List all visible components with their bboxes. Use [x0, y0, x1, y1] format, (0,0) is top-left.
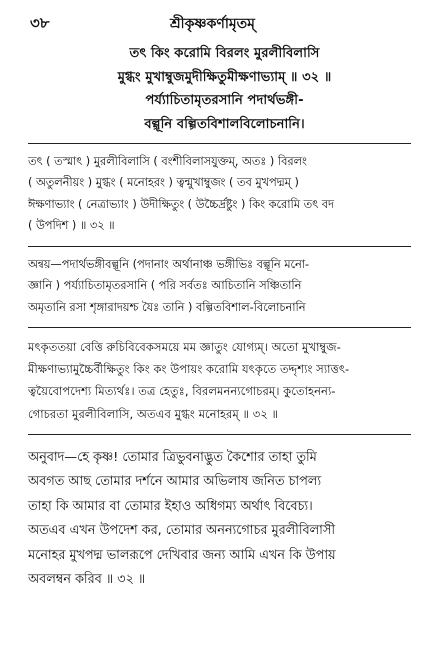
page-number: ৩৮ [30, 14, 50, 32]
section-divider [28, 143, 411, 144]
section-divider [28, 327, 411, 328]
translation-line: অবগত আছ তোমার দর্শনে আমার অভিলাষ জনিত চাপল্য [28, 474, 322, 490]
verse-line: পর্য্যাচিতামৃতরসানি পদার্থভঙ্গী- [145, 93, 304, 108]
page-header [30, 12, 395, 32]
commentary-line: ঈক্ষণাভ্যাং ( নেত্রাভ্যাং ) উদীক্ষিতুং ( উচ্চৈর্দ্রষ্টুং ) কিং করোমি তৎ বদ [28, 197, 334, 211]
sanskrit-line: গোচরতা মুরলীবিলাসি, অতএব মুগ্ধং মনোহরম্ ॥ ৩২ ॥ [28, 406, 279, 421]
verse-line: মুগ্ধং মুখাম্বুজমুদীক্ষিতুমীক্ষণাভ্যাম্ ॥ ৩২ ॥ [117, 69, 332, 85]
anvaya-line: জ্ঞানি ) পর্য্যাচিতামৃতরসানি ( পরি সর্বতঃ আচিতানি সঞ্চিতানি [28, 279, 302, 293]
sanskrit-commentary-block [28, 336, 405, 425]
sanskrit-line: ত্বয়ৈবোপদেশ্য মিত্যর্থঃ। তত্র হেতুঃ, বিরলমনন্যগোচরম্। কুতোহনন্য- [28, 384, 336, 399]
translation-line: মনোহর মুখপদ্ম ভালরূপে দেখিবার জন্য আমি এখন কি উপায় [28, 547, 336, 563]
section-divider [28, 246, 411, 247]
commentary-line: তৎ ( তস্মাৎ ) মুরলীবিলাসি ( বংশীবিলাসযুক্তম্, অতঃ ) বিরলং [28, 155, 307, 168]
anvaya-line: অন্বয়—পদার্থভঙ্গীবল্গূনি (পদানাং অর্থানাঞ্চ ভঙ্গীভিঃ বল্গূনি মনো- [28, 258, 310, 271]
translation-line: অবলম্বন করিব ॥ ৩২ ॥ [28, 572, 146, 588]
section-divider [28, 434, 411, 435]
translation-line: তাহা কি আমার বা তোমার ইহাও অধিগম্য অর্থাৎ বিবেচ্য। [28, 498, 313, 514]
commentary-line: ( অতুলনীয়ং ) মুগ্ধং ( মনোহরং ) ত্বন্মুখাম্বুজং ( তব মুখপদ্মম্ ) [28, 176, 299, 190]
verse-block [44, 42, 405, 136]
sanskrit-line: মৎকৃততয়া বেত্তি রুচিবিবেকসময়ে মম জ্ঞাতুং যোগ্যম্। অতো মুখাম্বুজ- [28, 340, 341, 354]
anvaya-block [28, 254, 405, 318]
anvaya-line: অমৃতানি রসা শৃঙ্গারাদয়শ্চ যৈঃ তানি ) বল্গিতবিশাল-বিলোচনানি [28, 300, 306, 314]
commentary-block [28, 151, 405, 236]
translation-line: অতএব এখন উপদেশ কর, তোমার অনন্যগোচর মুরলীবিলাসী [28, 523, 335, 539]
translation-block [28, 446, 405, 592]
sanskrit-line: মীক্ষণাভ্যামুচ্চৈর্বীক্ষিতুং কিং কং উপায়ং করোমি যৎকৃতে তদ্দৃশ্যং স্যাত্তৎ- [28, 362, 350, 377]
verse-line: বল্গূনি বল্গিতবিশালবিলোচনানি। [144, 116, 305, 132]
verse-line: তৎ কিং করোমি বিরলং মুরলীবিলাসি [129, 46, 320, 61]
commentary-line: ( উপদিশ ) ॥ ৩২ ॥ [28, 218, 115, 232]
running-title: শ্রীকৃষ্ণকর্ণামৃতম্ [170, 16, 255, 32]
translation-line: অনুবাদ—হে কৃষ্ণ! তোমার ত্রিভুবনাদ্ভুত কৈশোর তাহা তুমি [28, 450, 317, 465]
